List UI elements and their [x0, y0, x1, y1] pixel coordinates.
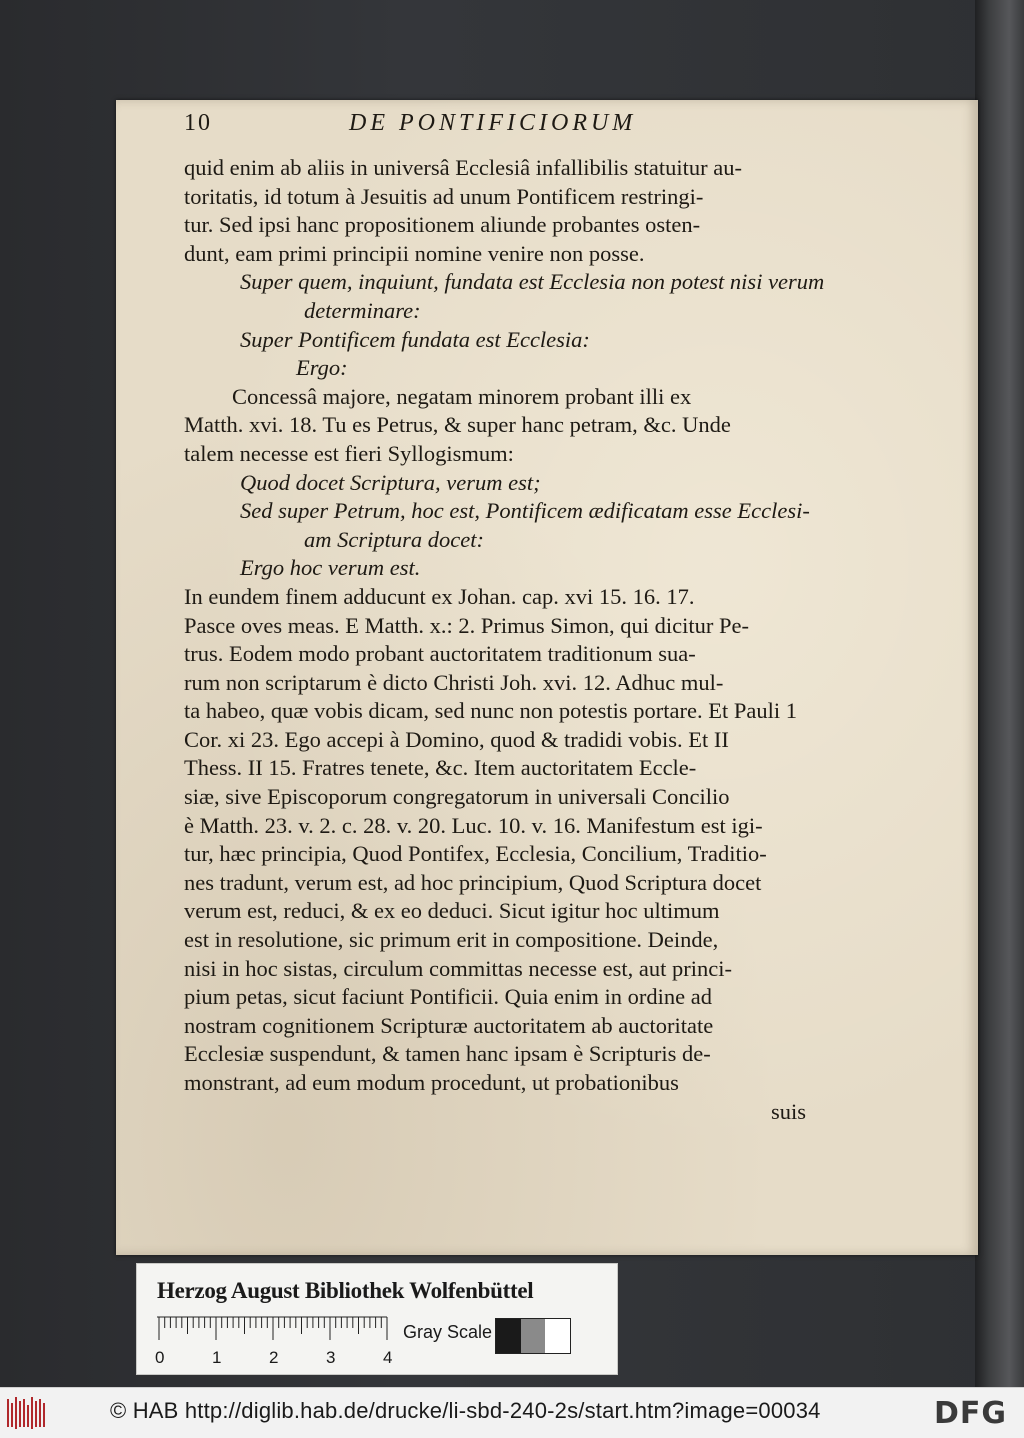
text-line: Ergo:	[296, 355, 348, 381]
text-line: dunt, eam primi principii nomine venire non posse.	[184, 240, 645, 266]
viewer-footer	[0, 1387, 1024, 1438]
ruler-number: 3	[326, 1348, 336, 1367]
ruler-number: 4	[383, 1348, 393, 1367]
text-line: rum non scriptarum è dicto Christi Joh. xvi. 12. Adhuc mul-	[184, 669, 724, 695]
text-line: Super quem, inquiunt, fundata est Ecclesia non potest nisi verum	[240, 269, 825, 295]
text-line: Ecclesiæ suspendunt, & tamen hanc ipsam è Scripturis de-	[184, 1041, 711, 1067]
text-line: siæ, sive Episcoporum congregatorum in universali Concilio	[184, 784, 730, 810]
library-name: Herzog August Bibliothek Wolfenbüttel	[157, 1278, 534, 1303]
gray-scale-label: Gray Scale	[403, 1322, 493, 1342]
text-line: Ergo hoc verum est.	[240, 555, 421, 581]
book-edge	[975, 0, 1024, 1387]
running-head: DE PONTIFICIORUM	[349, 110, 637, 136]
page-header	[184, 110, 836, 154]
text-line: Cor. xi 23. Ego accepi à Domino, quod & tradidi vobis. Et II	[184, 726, 729, 752]
text-line: In eundem finem adducunt ex Johan. cap. xvi 15. 16. 17.	[184, 583, 695, 609]
text-line: trus. Eodem modo probant auctoritatem traditionum sua-	[184, 641, 696, 667]
gray-scale-swatches	[495, 1318, 571, 1354]
text-line: est in resolutione, sic primum erit in compositione. Deinde,	[184, 927, 719, 953]
text-line: monstrant, ad eum modum procedunt, ut probationibus	[184, 1070, 679, 1095]
ruler	[157, 1316, 397, 1342]
text-line: nostram cognitionem Scripturæ auctoritatem ab auctoritate	[184, 1012, 714, 1038]
text-line: tur. Sed ipsi hanc propositionem aliunde probantes osten-	[184, 212, 701, 238]
page-number: 10	[184, 110, 212, 136]
text-line: Super Pontificem fundata est Ecclesia:	[240, 326, 590, 352]
text-line: Pasce oves meas. E Matth. x.: 2. Primus Simon, qui dicitur Pe-	[184, 612, 749, 638]
text-line: Concessâ majore, negatam minorem probant illi ex	[232, 383, 692, 409]
ruler-number: 1	[212, 1348, 222, 1367]
permalink[interactable]: © HAB http://diglib.hab.de/drucke/li-sbd-240-2s/start.htm?image=00034	[110, 1398, 821, 1423]
text-line: Sed super Petrum, hoc est, Pontificem ædificatam esse Ecclesi-	[240, 498, 810, 524]
barcode-icon	[6, 1397, 46, 1429]
text-line: pium petas, sicut faciunt Pontificii. Quia enim in ordine ad	[184, 984, 713, 1010]
text-line: ta habeo, quæ vobis dicam, sed nunc non potestis portare. Et Pauli 1	[184, 698, 798, 724]
page-text	[184, 110, 836, 1126]
color-target-card	[136, 1263, 618, 1375]
text-line: Quod docet Scriptura, verum est;	[240, 469, 541, 495]
text-line: è Matth. 23. v. 2. c. 28. v. 20. Luc. 10. v. 16. Manifestum est igi-	[184, 812, 763, 838]
dfg-logo: DFG	[934, 1396, 1008, 1431]
text-line: quid enim ab aliis in universâ Ecclesiâ infallibilis statuitur au-	[184, 155, 742, 180]
text-line: talem necesse est fieri Syllogismum:	[184, 440, 514, 466]
ruler-number: 2	[269, 1348, 279, 1367]
ruler-number: 0	[155, 1348, 165, 1367]
text-line: Matth. xvi. 18. Tu es Petrus, & super hanc petram, &c. Unde	[184, 412, 731, 438]
text-line: am Scriptura docet:	[304, 526, 484, 552]
text-line: nisi in hoc sistas, circulum committas necesse est, aut princi-	[184, 955, 732, 981]
gray-swatch-dark	[496, 1319, 521, 1353]
text-lines	[184, 154, 836, 1098]
text-line: determinare:	[304, 297, 421, 323]
gray-swatch-mid	[521, 1319, 546, 1353]
text-line: nes tradunt, verum est, ad hoc principium, Quod Scriptura docet	[184, 869, 762, 895]
gray-swatch-light	[545, 1319, 570, 1353]
text-line: toritatis, id totum à Jesuitis ad unum Pontificem restringi-	[184, 183, 704, 209]
text-line: verum est, reduci, & ex eo deduci. Sicut igitur hoc ultimum	[184, 898, 720, 924]
text-line: Thess. II 15. Fratres tenete, &c. Item auctoritatem Eccle-	[184, 755, 697, 781]
text-line: tur, hæc principia, Quod Pontifex, Ecclesia, Concilium, Traditio-	[184, 841, 767, 867]
catchword: suis	[770, 1098, 806, 1124]
